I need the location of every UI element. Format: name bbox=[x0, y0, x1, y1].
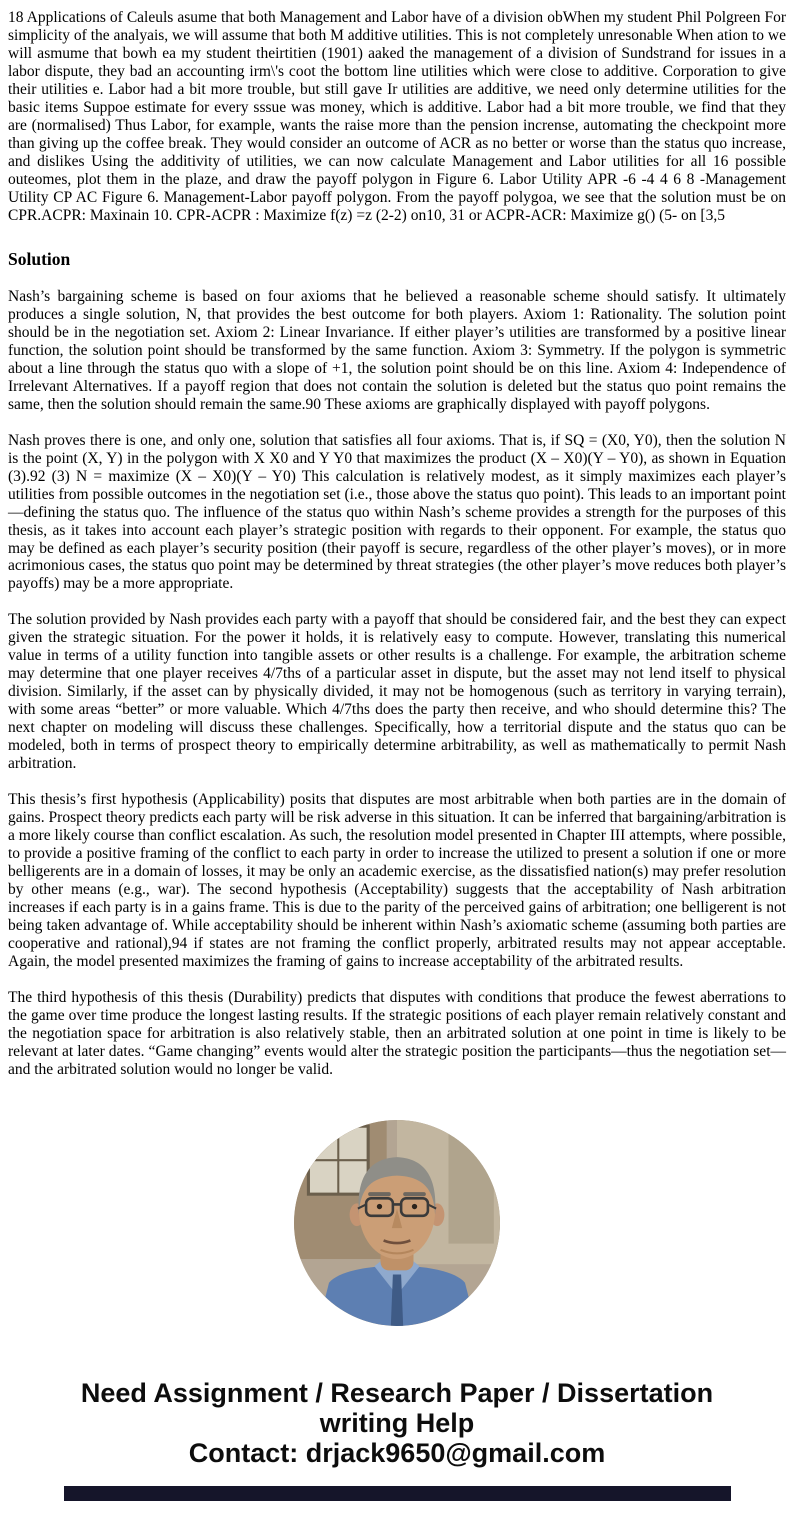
body-paragraph-fair-payoff: The solution provided by Nash provides each party with a payoff that should be considered fair, and the best they can expect given the strategic situation. For the power it holds, it is relatively easy to compute. However, translating this numerical value in terms of a utility function into tangible assets or other results is a challenge. For example, the arbitration scheme may determine that one player receives 4/7ths of a particular asset in dispute, but the asset may not lend itself to physical division. Similarly, if the asset can by physically divided, it may not be homogenous (such as territory in varying terrain), with some areas “better” or more valuable. Which 4/7ths does the party then receive, and who should determine this? The next chapter on modeling will discuss these challenges. Specifically, how a territorial dispute and the status quo can be modeled, both in terms of prospect theory to empirically determine arbitrability, as well as mathematically to permit Nash arbitration. bbox=[8, 611, 786, 773]
body-paragraph-hypotheses: This thesis’s first hypothesis (Applicability) posits that disputes are most arbitrable when both parties are in the domain of gains. Prospect theory predicts each party will be risk adverse in this situation. It can be inferred that bargaining/arbitration is a more likely course than conflict escalation. As such, the resolution model presented in Chapter III attempts, where possible, to provide a positive framing of the conflict to each party in order to increase the utilized to present a solution if one or more belligerents are in a domain of losses, it may be only an academic exercise, as the dissatisfied nation(s) may prefer resolution by other means (e.g., war). The second hypothesis (Acceptability) suggests that the acceptability of Nash arbitration increases if each party is in a gains frame. This is due to the parity of the perceived gains of arbitration; one belligerent is not being taken advantage of. While acceptability should be inherent within Nash’s axiomatic scheme (assuming both parties are cooperative and rational),94 if states are not framing the conflict properly, arbitrated results may not appear acceptable. Again, the model presented maximizes the framing of gains to increase acceptability of the arbitrated results. bbox=[8, 791, 786, 970]
body-paragraph-durability: The third hypothesis of this thesis (Durability) predicts that disputes with conditions that produce the fewest aberrations to the game over time produce the longest lasting results. If the strategic positions of each player remain relatively constant and the negotiation space for arbitration is also relatively stable, then an arbitrated solution at one point in time is likely to be relevant at later dates. “Game changing” events would alter the strategic position the participants—thus the negotiation set—and the arbitrated solution would no longer be valid. bbox=[8, 988, 786, 1078]
help-banner-line2: writing Help bbox=[319, 1407, 475, 1438]
contact-email-text: Contact: drjack9650@gmail.com bbox=[188, 1437, 606, 1468]
body-paragraph-axioms: Nash’s bargaining scheme is based on four axioms that he believed a reasonable scheme should satisfy. It ultimately produces a single solution, N, that provides the best outcome for both players. Axiom 1: Rationality. The solution point should be in the negotiation set. Axiom 2: Linear Invariance. If either player’s utilities are transformed by a positive linear function, the solution point should be transformed by the same function. Axiom 3: Symmetry. If the polygon is symmetric about a line through the status quo with a slope of +1, the solution point should be on this line. Axiom 4: Independence of Irrelevant Alternatives. If a payoff region that does not contain the solution is deleted but the status quo point remains the same, then the solution should remain the same.90 These axioms are graphically displayed with payoff polygons. bbox=[8, 287, 786, 413]
portrait-avatar bbox=[294, 1120, 500, 1326]
man-portrait-illustration bbox=[294, 1120, 500, 1326]
help-banner-line1: Need Assignment / Research Paper / Dissertation bbox=[80, 1377, 714, 1408]
help-banner bbox=[0, 1378, 794, 1468]
bottom-bar bbox=[64, 1486, 731, 1501]
solution-heading: Solution bbox=[8, 248, 71, 269]
intro-paragraph: 18 Applications of Caleuls asume that both Management and Labor have of a division obWhen my student Phil Polgreen For simplicity of the analyais, we will assume that both M additive utilities. This is not completely unresonable When ation to we will asmume that bowh ea my student theirtitien (1901) aaked the management of a division of Sundstrand for issues in a labor dispute, they bad an accounting irm\'s coot the bottom line utilities which were close to additive. Corporation to give their utilities e. Labor had a bit more trouble, but still gave Ir utilities are additive, we need only determine utilities for the basic items Suppoe estimate for every sssue was money, which is additive. Labor had a bit more trouble, we find that they are (normalised) Thus Labor, for example, wants the raise more than the pension incrense, automating the checkpoint more than giving up the coffee break. They would consider an outcome of ACR as no better or worse than the status quo increase, and dislikes Using the additivity of utilities, we can now calculate Management and Labor utilities for all 16 possible outeomes, plot them in the plaze, and draw the payoff polygon in Figure 6. Labor Utility APR -6 -4 4 6 8 -Management Utility CP AC Figure 6. Management-Labor payoff polygon. From the payoff polygoa, we see that the solution must be on CPR.ACPR: Maxinain 10. CPR-ACPR : Maximize f(z) =z (2-2) on10, 31 or ACPR-ACR: Maximize g() (5- on [3,5 bbox=[8, 9, 786, 224]
body-paragraph-nash-proof: Nash proves there is one, and only one, solution that satisfies all four axioms. That is, if SQ = (X0, Y0), then the solution N is the point (X, Y) in the polygon with X X0 and Y Y0 that maximizes the product (X – X0)(Y – Y0), as shown in Equation (3).92 (3) N = maximize (X – X0)(Y – Y0) This calculation is relatively modest, as it simply maximizes each player’s utilities from possible outcomes in the negotiation set (i.e., those above the status quo point). This leads to an important point—defining the status quo. The influence of the status quo within Nash’s scheme provides a strength for the purposes of this thesis, as it takes into account each player’s strategic position with regards to their opponent. For example, the status quo may be defined as each player’s security position (their payoff is secure, regardless of the other player’s moves), or in more acrimonious cases, the status quo point may be determined by threat strategies (the other player’s move reduces both player’s payoffs) may be a more appropriate. bbox=[8, 431, 786, 593]
